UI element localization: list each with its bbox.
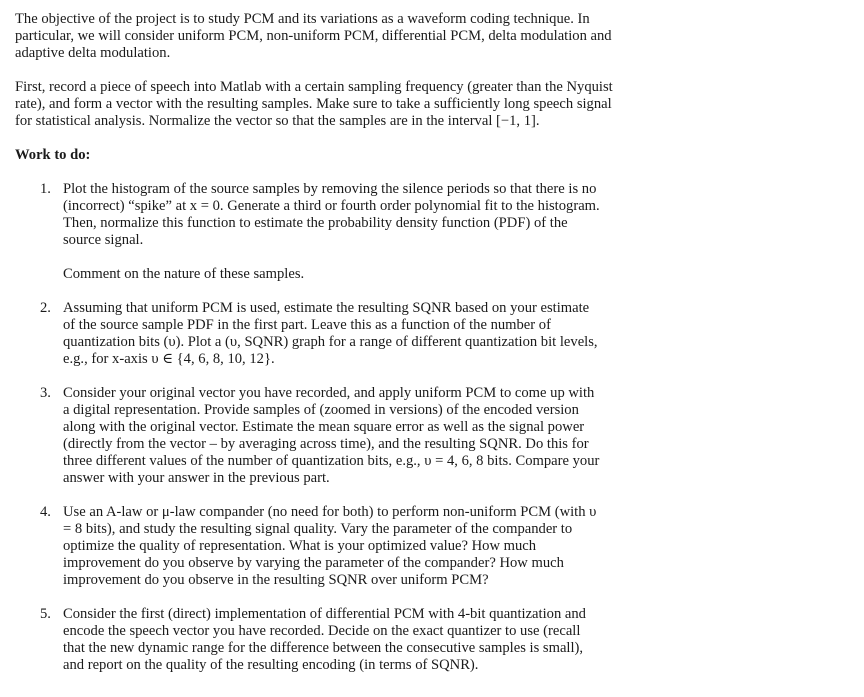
task-item-2 bbox=[15, 300, 603, 368]
task-item-1 bbox=[15, 181, 603, 283]
task-text: Assuming that uniform PCM is used, estimate the resulting SQNR based on your estimate of the source sample PDF in the first part. Leave this as a function of the number of quantization bits (υ). Plot a (υ, SQNR) graph for a range of different quantization bit levels, e.g., for x-axis υ ∈ {4, 6, 8, 10, 12}. bbox=[63, 300, 598, 367]
task-list bbox=[15, 181, 864, 674]
task-number: 3. bbox=[40, 385, 51, 401]
task-item-3 bbox=[15, 385, 603, 487]
task-number: 2. bbox=[40, 300, 51, 316]
task-number: 4. bbox=[40, 504, 51, 520]
paragraph-spacer bbox=[15, 62, 864, 79]
section-heading-work-to-do: Work to do: bbox=[15, 147, 91, 163]
task-item-4 bbox=[15, 504, 603, 589]
task-text: Consider your original vector you have recorded, and apply uniform PCM to come up with a digital representation. Provide samples of (zoomed in versions) of the encoded version along with the original vector. Estimate the mean square error as well as the signal power (directly from the vector – by averaging across time), and the resulting SQNR. Do this for three different values of the number of quantization bits, e.g., υ = 4, 6, 8 bits. Compare your answer with your answer in the previous part. bbox=[63, 385, 600, 486]
intro-paragraph-objective: The objective of the project is to study PCM and its variations as a waveform coding technique. In particular, we will consider uniform PCM, non-uniform PCM, differential PCM, delta modulation and adaptive delta modulation. bbox=[15, 11, 612, 61]
task-number: 5. bbox=[40, 606, 51, 622]
intro-paragraph-recording: First, record a piece of speech into Matlab with a certain sampling frequency (greater than the Nyquist rate), and form a vector with the resulting samples. Make sure to take a sufficiently long speech signal for statistical analysis. Normalize the vector so that the samples are in the interval [−1, 1]. bbox=[15, 79, 613, 129]
task-number: 1. bbox=[40, 181, 51, 197]
task-text: Plot the histogram of the source samples by removing the silence periods so that there is no (incorrect) “spike” at x = 0. Generate a third or fourth order polynomial fit to the histogram. Then, normalize this function to estimate the probability density function (PDF) of the source signal. bbox=[63, 181, 600, 248]
task-item-5 bbox=[15, 606, 603, 674]
task-comment: Comment on the nature of these samples. bbox=[63, 266, 305, 282]
task-text: Consider the first (direct) implementation of differential PCM with 4-bit quantization and encode the speech vector you have recorded. Decide on the exact quantizer to use (recall that the new dynamic range for the difference between the consecutive samples is small), and report on the quality of the resulting encoding (in terms of SQNR). bbox=[63, 606, 586, 673]
task-text: Use an A-law or μ-law compander (no need for both) to perform non-uniform PCM (with υ = 8 bits), and study the resulting signal quality. Vary the parameter of the compander to optimize the quality of representation. What is your optimized value? How much improvement do you observe by varying the parameter of the compander? How much improvement do you observe in the resulting SQNR over uniform PCM? bbox=[63, 504, 597, 588]
